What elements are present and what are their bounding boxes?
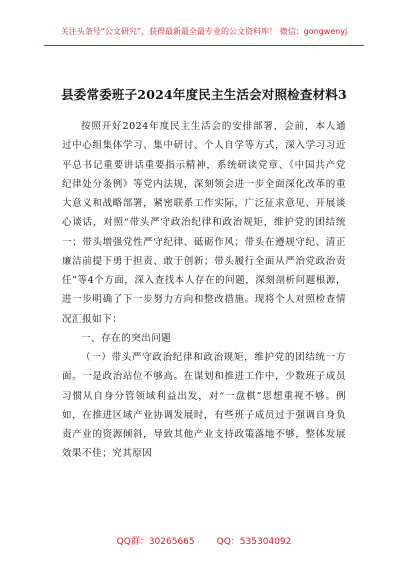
footer-contact: [0, 534, 408, 547]
header-banner: 关注头条号“公文研究”，获得最新最全最专业的公文资料库！ 微信：gongwenyj: [60, 27, 348, 36]
document-body: [62, 117, 346, 464]
footer-qq-group: QQ群：30265665: [116, 537, 195, 547]
header-divider: [44, 45, 364, 46]
document-title: 县委常委班子2024年度民主生活会对照检查材料3: [61, 87, 347, 102]
footer-qq: QQ：535304092: [216, 537, 292, 547]
body-paragraph: 按照开好2024年度民主生活会的安排部署，会前，本人通过中心组集体学习、集中研讨、个人自学等方式，深入学习习近平总书记重要讲话重要指示精神，系统研读党章、《中国共产党纪律处分条例》等党内法规，深刻领会进一步全面深化改革的重大意义和战略部署，紧密联系工作实际，广泛征求意见、开展谈心谈话，对照“带头严守政治纪律和政治规矩，维护党的团结统一；带头增强党性严守纪律、砥砺作风；带头在遵规守纪、清正廉洁前提下勇于担责、敢于创新；带头履行全面从严治党政治责任”等4个方面，深入查找本人存在的问题，深刻剖析问题根源，进一步明确了下一步努力方向和整改措施。现将个人对照检查情况汇报如下：: [62, 121, 346, 325]
body-paragraph: （一）带头严守政治纪律和政治规矩，维护党的团结统一方面。一是政治站位不够高。在谋划和推进工作中，少数班子成员习惯从自身分管领域利益出发，对“一盘棋”思想重视不够。例如，在推进区域产业协调发展时，有些班子成员过于强调自身负责产业的资源倾斜，导致其他产业支持政策落地不够，整体发展效果不佳；究其原因: [62, 352, 346, 460]
section-heading: 一、存在的突出问题: [81, 332, 172, 344]
